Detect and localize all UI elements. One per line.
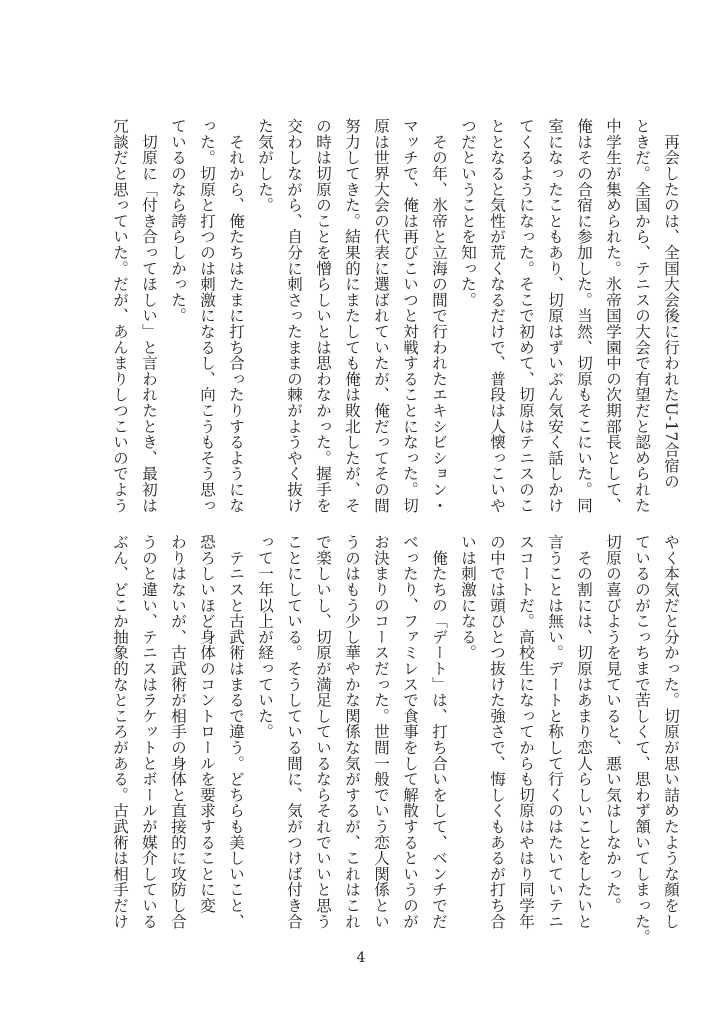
text-line: ているのがこっちまで苦しくて、思わず頷いてしまった。 (633, 534, 651, 945)
text-line: って一年以上が経っていた。 (256, 534, 274, 740)
text-line: テニスと古武術はまるで違う。どちらも美しいこと、 (227, 534, 245, 929)
text-line: ことにしている。そうしている間に、気がつけば付き合 (285, 534, 303, 929)
text-line: その割には、切原はあまり恋人らしいことをしたいと (575, 534, 593, 929)
text-line: ときだ。全国から、テニスの大会で有望だと認められた (633, 118, 651, 513)
text-line: 交わしながら、自分に刺さったままの棘がようやく抜け (285, 118, 303, 513)
text-line: 中学生が集められた。氷帝国学園中の次期部長として、 (604, 118, 622, 513)
text-line: スコートだ。高校生になってからも切原はやはり同学年 (517, 534, 535, 929)
text-line: その年、氷帝と立海の間で行われたエキシビション・ (430, 118, 448, 513)
text-line: お決まりのコースだった。世間一般でいう恋人関係とい (372, 534, 390, 929)
text-line: 切原に「付き合ってほしい」と言われたとき、最初は (140, 118, 158, 513)
text-line: うのと違い、テニスはラケットとボールが媒介している (140, 534, 158, 929)
text-line: 恐ろしいほど身体のコントロールを要求することに変 (198, 534, 216, 914)
text-line: 冗談だと思っていた。だが、あんまりしつこいのでよう (111, 118, 129, 513)
page-number: 4 (356, 950, 366, 966)
text-line: やく本気だと分かった。切原が思い詰めたような顔をし (662, 534, 680, 929)
text-line: た気がした。 (256, 118, 274, 213)
text-line: で楽しいし、切原が満足しているならそれでいいと思う (314, 534, 332, 929)
text-line: 努力してきた。結果的にまたしても俺は敗北したが、そ (343, 118, 361, 513)
text-line: 切原の喜びようを見ていると、悪い気はしなかった。 (604, 534, 622, 914)
text-line: 俺はその合宿に参加した。当然、切原もそこにいた。同 (575, 118, 593, 513)
text-line: うのはもう少し華やかな関係な気がするが、これはこれ (343, 534, 361, 929)
text-line: 俺たちの「デート」は、打ち合いをして、ベンチでだ (430, 534, 448, 929)
text-block-top (95, 118, 685, 513)
text-line: つだということを知った。 (459, 118, 477, 308)
text-line: 室になったこともあり、切原はずいぶん気安く話しかけ (546, 118, 564, 513)
text-line: ととなると気性が荒くなるだけで、普段は人懐っこいや (488, 118, 506, 513)
text-line: の中では頭ひとつ抜けた強さで、悔しくもあるが打ち合 (488, 534, 506, 929)
text-block-bottom (95, 534, 685, 945)
text-line: 言うことは無い。デートと称して行くのはたいていテニ (546, 534, 564, 929)
text-line: の時は切原のことを憎らしいとは思わなかった。握手を (314, 118, 332, 513)
text-line: ているのなら誇らしかった。 (169, 118, 187, 324)
text-line: ぶん、どこか抽象的なところがある。古武術は相手だけ (111, 534, 129, 929)
text-line: わりはないが、古武術が相手の身体と直接的に攻防し合 (169, 534, 187, 929)
text-line: った。切原と打つのは刺激になるし、向こうもそう思っ (198, 118, 216, 513)
text-line: てくるようになった。そこで初めて、切原はテニスのこ (517, 118, 535, 513)
text-line: いは刺激になる。 (459, 534, 477, 661)
text-line: それから、俺たちはたまに打ち合ったりするようにな (227, 118, 245, 513)
text-line: マッチで、俺は再びこいつと対戦することになった。切 (401, 118, 419, 513)
text-line: べったり、ファミレスで食事をして解散するというのが (401, 534, 419, 929)
text-line: 再会したのは、全国大会後に行われたU‐17合宿の (662, 118, 680, 490)
text-line: 原は世界大会の代表に選ばれていたが、俺だってその間 (372, 118, 390, 513)
